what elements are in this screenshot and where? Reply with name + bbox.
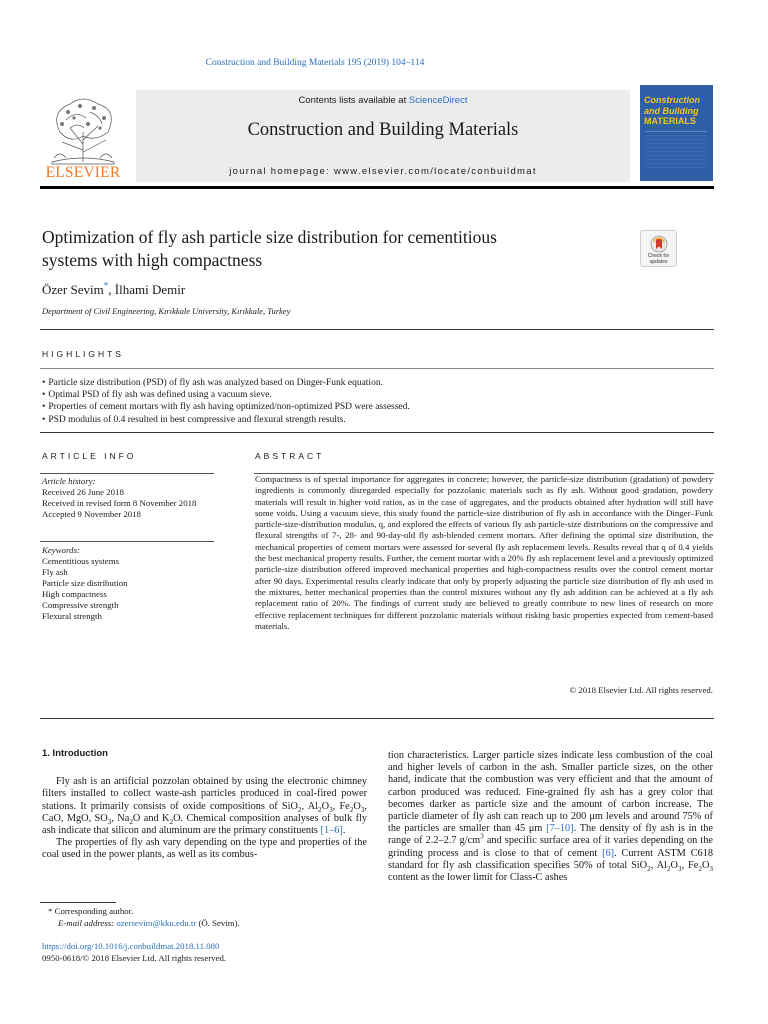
keywords-heading: Keywords:: [42, 545, 80, 555]
article-title-line: systems with high compactness: [42, 250, 263, 270]
reference-link[interactable]: [1–6]: [320, 825, 343, 837]
cover-title-line: MATERIALS: [644, 116, 696, 126]
doi-block: [42, 941, 226, 964]
email-note: [42, 918, 372, 930]
email-label: E-mail address:: [58, 917, 117, 928]
footnotes: [42, 906, 372, 930]
homepage-link[interactable]: www.elsevier.com/locate/conbuildmat: [333, 166, 537, 177]
corresponding-author-mark[interactable]: *: [103, 280, 109, 291]
header-divider: [40, 186, 714, 189]
intro-paragraph: tion characteristics. Larger particle sizes indicate less combustion of the coal and higher levels of carbon in the ash. Smaller particle sizes, on the other hand, indicate that the combustion was very efficient and that the amount of carbon produced was reduced. Fine-grained fly ash has a grey color that becomes darker as particle size and the amount of carbon increase. The particle diameter of fly ash can reach up to 200 μm levels and around 75% of the particles are smaller than 45 μm [7–10]. The density of fly ash is in the range of 2.2–2.7 $g/cm^3$ and specific surface area of it varies depending on the grinding process and is close to that of cement [6]. Current ASTM C618 standard for fly ash classification specifies 50% of total SiO$_2$, $Al_2O_3$, $Fe_2O_3$ content as the lower limit for Class-C ashes: [388, 750, 714, 884]
journal-title: Construction and Building Materials: [247, 120, 519, 140]
keyword-item: Cementitious systems: [42, 556, 119, 566]
author-list: [42, 282, 185, 298]
keywords: [42, 545, 214, 622]
highlight-item: • PSD modulus of 0.4 resulted in best compressive and flexural strength results.: [42, 414, 702, 426]
cover-title-line: and Building: [644, 105, 699, 116]
corresponding-author-note: * Corresponding author.: [48, 906, 134, 916]
journal-masthead: [136, 90, 630, 182]
article-info-divider: [40, 473, 214, 474]
email-link[interactable]: ozersevim@kku.edu.tr: [116, 917, 197, 928]
abstract-text: Compactness is of special importance for aggregates in concrete; however, the particle-size distribution (gradation) of powdery ingredients is commonly disregarded especially for pozzolanic materials such as fly ash. Without good gradation, powdery materials will result in higher void ratios, as in the case of aggregates, and the products obtained after hydration will still have some voids. Using a vacuum sieve, this study found the particle-size distribution of fly ash in accordance with the Dinger–Funk particle-size-distribution modulus, q, and explored the effects of various fly ash particle-size distributions on the compressive and flexural strengths of 7-, 28- and 90-day-old fly ash-blended cement mortars. After defining the optimal size distribution, the mechanical properties of cement mortars were assessed for several fly ash replacement levels. Results reveal that q of 0.4 yields the best mechanical property results. Further, the cement mortar with a 20% fly ash replacement level and a previously optimized particle-size distribution offered improved mechanical properties and high-compactness results over the control cement mortar after 90 days. Experimental results clearly indicate that only by properly adjusting the particle size distribution of fly ash used in the mixtures, better mechanical properties than the control mixtures without any fly ash addition can be achieved at a fly ash replacement ratio of 20%. The findings of current study are believed to greatly contribute to new lines of research on more effective replacement techniques for different pozzolanic materials without risking basic properties expected from cement-based materials.: [255, 474, 713, 631]
body-divider: [40, 718, 714, 719]
bookmark-check-icon: [650, 235, 668, 253]
check-for-updates-button[interactable]: [640, 230, 677, 267]
check-for-updates-label: [641, 254, 676, 265]
journal-citation[interactable]: Construction and Building Materials 195 (2019) 104–114: [205, 58, 425, 68]
cover-title: [644, 95, 710, 127]
highlights-list: [42, 377, 702, 426]
email-owner: (Ö. Sevim).: [196, 917, 240, 928]
journal-cover-image[interactable]: [640, 85, 713, 181]
sciencedirect-link[interactable]: ScienceDirect: [408, 95, 468, 106]
history-item: Accepted 9 November 2018: [42, 509, 141, 519]
keyword-item: Particle size distribution: [42, 578, 128, 588]
author-separator: ,: [108, 282, 115, 297]
contents-prefix: Contents lists available at: [298, 95, 409, 106]
article-title-line: Optimization of fly ash particle size distribution for cementitious: [42, 227, 497, 247]
keyword-item: Fly ash: [42, 567, 68, 577]
author-affiliation: Department of Civil Engineering, Kırıkkale University, Kırıkkale, Turkey: [42, 306, 291, 316]
reference-link[interactable]: [6]: [602, 847, 615, 859]
abstract-copyright: © 2018 Elsevier Ltd. All rights reserved.: [569, 685, 713, 695]
introduction-heading: 1. Introduction: [42, 748, 108, 759]
issn-copyright: 0950-0618/© 2018 Elsevier Ltd. All rights reserved.: [42, 952, 227, 963]
body-column-right: [388, 750, 713, 884]
section-divider: [40, 432, 714, 433]
keywords-divider: [40, 541, 214, 542]
homepage-prefix: journal homepage:: [229, 166, 334, 177]
abstract-heading: ABSTRACT: [255, 451, 325, 461]
check-label-line: Check for: [647, 253, 670, 259]
history-heading: Article history:: [42, 476, 96, 486]
reference-link[interactable]: [7–10]: [546, 823, 574, 835]
article-info-heading: ARTICLE INFO: [42, 451, 137, 461]
cover-title-line: Construction: [644, 95, 700, 105]
article-history: [42, 476, 214, 520]
section-divider: [40, 329, 714, 330]
contents-line: [136, 95, 630, 106]
doi-link[interactable]: https://doi.org/10.1016/j.conbuildmat.2018.11.080: [42, 941, 220, 951]
section-divider: [40, 368, 714, 369]
highlight-item: • Particle size distribution (PSD) of fly ash was analyzed based on Dinger-Funk equation.: [42, 377, 702, 389]
highlights-heading: HIGHLIGHTS: [42, 349, 124, 359]
history-item: Received in revised form 8 November 2018: [42, 498, 197, 508]
elsevier-wordmark[interactable]: ELSEVIER: [45, 164, 121, 181]
author-name[interactable]: İlhami Demir: [114, 282, 186, 297]
history-item: Received 26 June 2018: [42, 487, 124, 497]
journal-homepage: [136, 166, 630, 177]
keyword-item: Compressive strength: [42, 600, 119, 610]
keyword-item: High compactness: [42, 589, 107, 599]
intro-paragraph: Fly ash is an artificial pozzolan obtained by using the electronic chimney filters installed to collect waste-ash particles produced in coal-fired power stations. It primarily consists of oxide compositions of SiO$_2$, $Al_2O_3$, $Fe_2O_3$, CaO, MgO, $SO_3$, $Na_2O$ and $K_2O$. Chemical composition analyses of bulk fly ash indicate that silicon and aluminum are the primary constituents [1–6].: [42, 776, 368, 837]
article-title: [42, 226, 602, 272]
intro-paragraph: The properties of fly ash vary depending on the type and properties of the coal used in the power plants, as well as its combus-: [42, 837, 367, 861]
footnote-divider: [40, 902, 116, 903]
body-column-left: [42, 748, 367, 862]
author-name[interactable]: Özer Sevim: [42, 282, 104, 297]
check-label-line: updates: [649, 258, 668, 265]
highlight-item: • Properties of cement mortars with fly ash having optimized/non-optimized PSD were assessed.: [42, 401, 702, 413]
cover-decoration: [646, 131, 707, 171]
highlight-item: • Optimal PSD of fly ash was defined using a vacuum sieve.: [42, 389, 702, 401]
keyword-item: Flexural strength: [42, 611, 102, 621]
